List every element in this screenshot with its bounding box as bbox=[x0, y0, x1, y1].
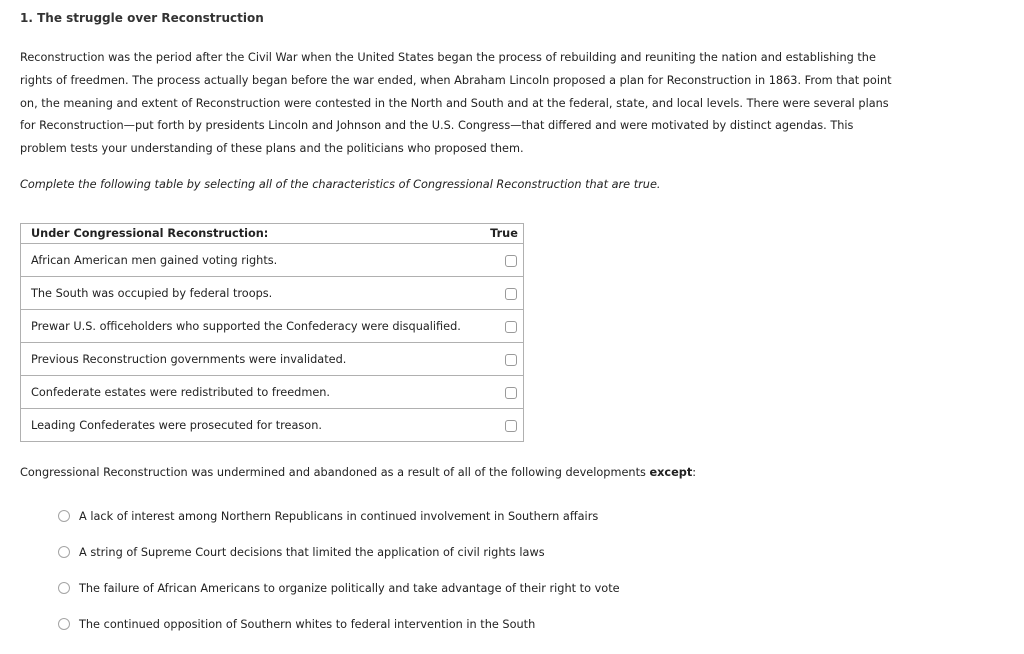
column-header-characteristic: Under Congressional Reconstruction: bbox=[21, 224, 486, 244]
true-checkbox[interactable] bbox=[505, 387, 517, 399]
answer-option[interactable] bbox=[58, 505, 620, 541]
true-cell bbox=[485, 277, 524, 310]
true-checkbox[interactable] bbox=[505, 288, 517, 300]
row-label: The South was occupied by federal troops. bbox=[21, 277, 486, 310]
true-cell bbox=[485, 244, 524, 277]
answer-option[interactable] bbox=[58, 541, 620, 577]
radio-button[interactable] bbox=[58, 546, 70, 558]
column-header-true: True bbox=[485, 224, 524, 244]
option-label[interactable]: The failure of African Americans to organize politically and take advantage of their right to vote bbox=[79, 582, 620, 595]
true-checkbox[interactable] bbox=[505, 420, 517, 432]
table-instruction: Complete the following table by selecting all of the characteristics of Congressional Reconstruction that are true. bbox=[20, 178, 661, 191]
row-label: Previous Reconstruction governments were invalidated. bbox=[21, 343, 486, 376]
radio-button[interactable] bbox=[58, 510, 70, 522]
true-checkbox[interactable] bbox=[505, 321, 517, 333]
true-checkbox[interactable] bbox=[505, 354, 517, 366]
row-label: Prewar U.S. officeholders who supported the Confederacy were disqualified. bbox=[21, 310, 486, 343]
option-label[interactable]: The continued opposition of Southern whites to federal intervention in the South bbox=[79, 618, 536, 631]
table-header-row bbox=[21, 224, 524, 244]
table-row bbox=[21, 409, 524, 442]
row-label: Leading Confederates were prosecuted for treason. bbox=[21, 409, 486, 442]
row-label: Confederate estates were redistributed to freedmen. bbox=[21, 376, 486, 409]
table-row bbox=[21, 277, 524, 310]
page-title: 1. The struggle over Reconstruction bbox=[20, 11, 264, 25]
true-cell bbox=[485, 376, 524, 409]
answer-option[interactable] bbox=[58, 577, 620, 613]
question-emphasis: except bbox=[649, 466, 693, 479]
table-row bbox=[21, 376, 524, 409]
question-text: Congressional Reconstruction was undermined and abandoned as a result of all of the following developments bbox=[20, 466, 650, 479]
option-label[interactable]: A string of Supreme Court decisions that limited the application of civil rights laws bbox=[79, 546, 545, 559]
row-label: African American men gained voting rights. bbox=[21, 244, 486, 277]
option-label[interactable]: A lack of interest among Northern Republicans in continued involvement in Southern affairs bbox=[79, 510, 599, 523]
intro-paragraph: Reconstruction was the period after the Civil War when the United States began the process of rebuilding and reuniting the nation and establishing the rights of freedmen. The process actually began before the war ended, when Abraham Lincoln proposed a plan for Reconstruction in 1863. From that point on, the meaning and extent of Reconstruction were contested in the North and South and at the federal, state, and local levels. There were several plans for Reconstruction—put forth by presidents Lincoln and Johnson and the U.S. Congress—that differed and were motivated by distinct agendas. This problem tests your understanding of these plans and the politicians who proposed them. bbox=[20, 51, 892, 156]
true-cell bbox=[485, 310, 524, 343]
true-cell bbox=[485, 409, 524, 442]
question-suffix: : bbox=[692, 466, 697, 479]
radio-button[interactable] bbox=[58, 582, 70, 594]
table-row bbox=[21, 343, 524, 376]
answer-options bbox=[58, 505, 620, 649]
table-row bbox=[21, 244, 524, 277]
true-checkbox[interactable] bbox=[505, 255, 517, 267]
question-prompt bbox=[20, 466, 696, 479]
true-cell bbox=[485, 343, 524, 376]
radio-button[interactable] bbox=[58, 618, 70, 630]
answer-option[interactable] bbox=[58, 613, 620, 649]
characteristics-table bbox=[20, 223, 524, 442]
table-row bbox=[21, 310, 524, 343]
